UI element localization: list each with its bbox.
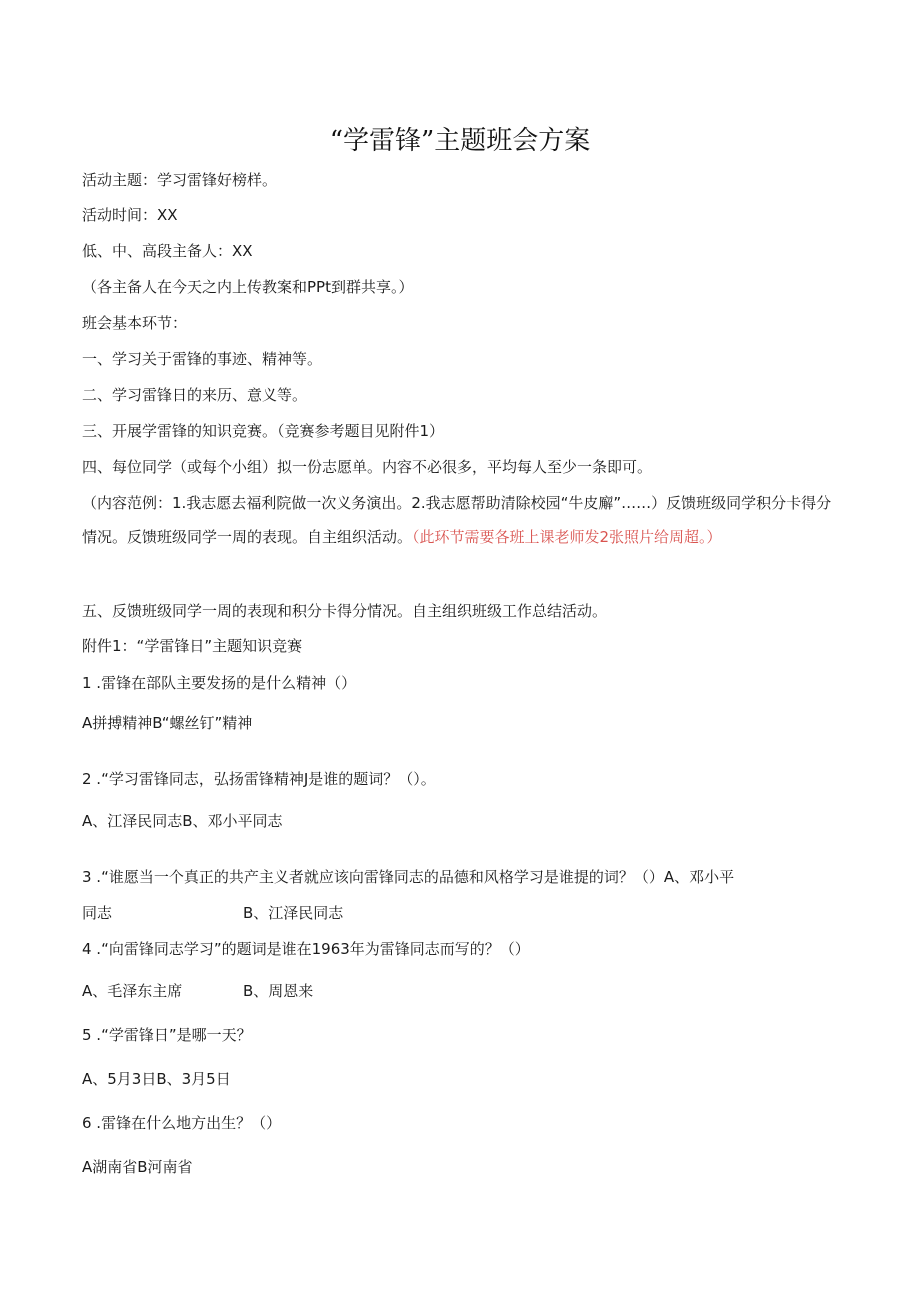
question-3-line-2b: B、江泽民同志 <box>243 904 344 922</box>
upload-note: （各主备人在今天之内上传教案和PPt到群共享。） <box>82 278 414 296</box>
activity-time: 活动时间：XX <box>82 206 178 224</box>
question-2: 2 .“学习雷锋同志，弘扬雷锋精神J是谁的题词？（）。 <box>82 770 436 788</box>
preparer-line: 低、中、高段主备人：XX <box>82 242 253 260</box>
page-title: “学雷锋”主题班会方案 <box>329 126 591 156</box>
step-one: 一、学习关于雷锋的事迹、精神等。 <box>82 350 323 368</box>
question-6: 6 .雷锋在什么地方出生？（） <box>82 1114 282 1132</box>
question-2-options: A、江泽民同志B、邓小平同志 <box>82 812 283 830</box>
step-four-red-note: （此环节需要各班上课老师发2张照片给周超。） <box>412 528 722 546</box>
step-three: 三、开展学雷锋的知识竞赛。（竞赛参考题目见附件1） <box>82 422 445 440</box>
step-four: 四、每位同学（或每个小组）拟一份志愿单。内容不必很多，平均每人至少一条即可。 <box>82 458 653 476</box>
question-3-line-2a: 同志 <box>82 904 113 922</box>
question-3-line-1: 3 .“谁愿当一个真正的共产主义者就应该向雷锋同志的品德和风格学习是谁提的词？（）A、邓小平 <box>82 868 735 886</box>
activity-theme: 活动主题：学习雷锋好榜样。 <box>82 171 278 189</box>
question-1: 1 .雷锋在部队主要发扬的是什么精神（） <box>82 674 357 692</box>
step-four-example <box>82 486 842 554</box>
question-5-options: A、5月3日B、3月5日 <box>82 1070 231 1088</box>
question-5: 5 .“学雷锋日”是哪一天？ <box>82 1026 252 1044</box>
appendix-heading: 附件1：“学雷锋日”主题知识竞赛 <box>82 637 303 655</box>
step-five: 五、反馈班级同学一周的表现和积分卡得分情况。自主组织班级工作总结活动。 <box>82 602 608 620</box>
question-6-options: A湖南省B河南省 <box>82 1158 193 1176</box>
step-two: 二、学习雷锋日的来历、意义等。 <box>82 386 308 404</box>
question-4-option-b: B、周恩来 <box>243 982 314 1000</box>
question-4-option-a: A、毛泽东主席 <box>82 982 183 1000</box>
step-four-example-text: （内容范例：1.我志愿去福利院做一次义务演出。2.我志愿帮助清除校园“牛皮廨”……）反馈班级同学积分卡得分情况。反馈班级同学一周的表现。自主组织活动。 <box>82 494 832 546</box>
question-1-options: A拼搏精神B“螺丝钉”精神 <box>82 714 253 732</box>
question-4: 4 .“向雷锋同志学习”的题词是谁在1963年为雷锋同志而写的？（） <box>82 940 530 958</box>
steps-heading: 班会基本环节： <box>82 314 188 332</box>
